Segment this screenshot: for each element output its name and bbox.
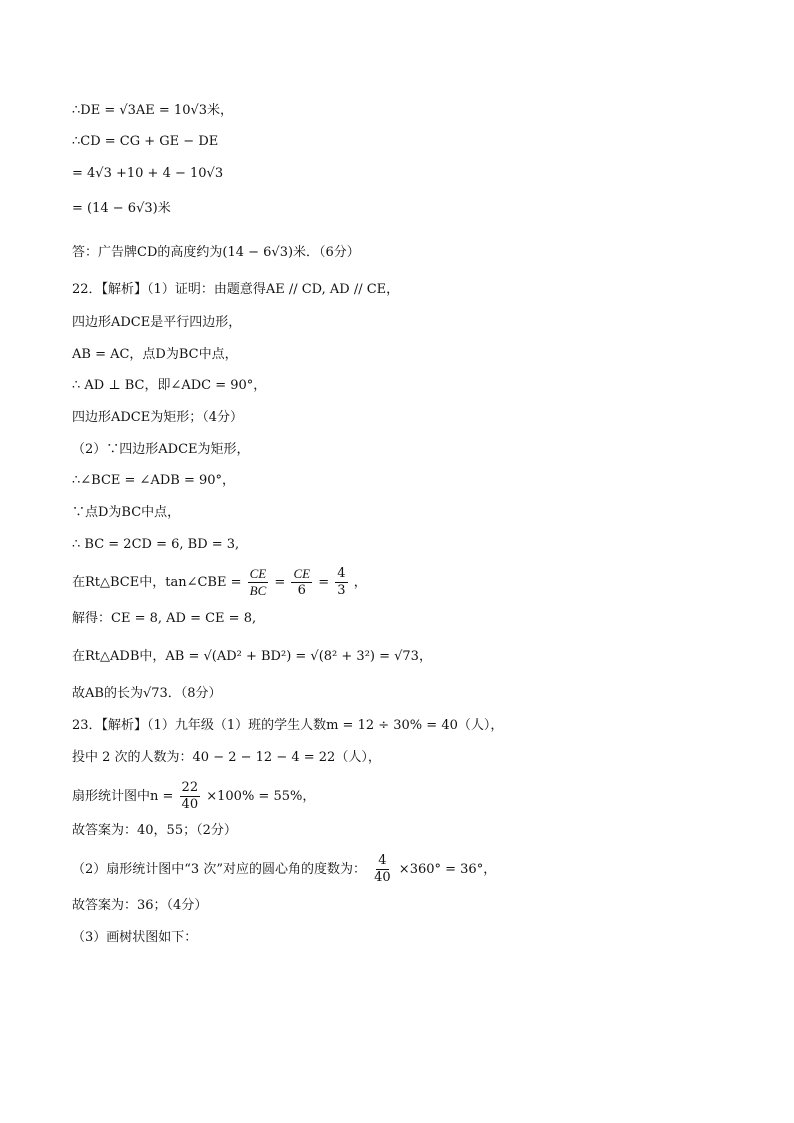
solution-line-perpendicular — [72, 376, 266, 397]
text-cd-value: = 4√3 +10 + 4 − 10√3 — [72, 166, 224, 181]
fraction-4-40-numerator: 4 — [378, 853, 387, 868]
solution-line-count — [72, 748, 381, 769]
solution-line-tree — [72, 928, 197, 949]
solution-line-n-value — [72, 780, 315, 813]
text-perpendicular: ∴ AD ⊥ BC，即∠ADC = 90°， — [72, 378, 267, 393]
text-tan-prefix: 在Rt△BCE中，tan∠CBE = — [72, 574, 242, 590]
fraction-4-3 — [335, 566, 347, 599]
answer-22 — [72, 684, 222, 705]
fraction-22-40-denominator: 40 — [181, 797, 199, 812]
text-tree: （3）画树状图如下： — [72, 930, 198, 945]
fraction-ce-bc-numerator: CE — [249, 566, 267, 581]
solution-line-midpoint — [72, 503, 180, 524]
fraction-4-3-denominator: 3 — [337, 583, 346, 598]
text-ab-ac: AB = AC，点D为BC中点， — [72, 347, 238, 362]
text-part2-start: （2）∵四边形ADCE为矩形， — [72, 442, 250, 457]
answer-21 — [72, 243, 360, 264]
problem-22-header — [72, 280, 399, 301]
solution-line-bc-bd — [72, 535, 239, 556]
text-ab-length: 在Rt△ADB中，AB = √(AD² + BD²) = √(8² + 3²) = √73， — [72, 649, 432, 664]
equals-sign-2: = — [318, 574, 330, 590]
solution-line-rectangle — [72, 408, 243, 429]
fraction-22-40 — [180, 780, 201, 813]
fraction-22-40-numerator: 22 — [181, 780, 199, 795]
text-count: 投中 2 次的人数为：40 − 2 − 12 − 4 = 22（人）， — [72, 750, 381, 765]
text-cd-sum: ∴CD = CG + GE − DE — [72, 134, 219, 149]
equals-sign-1: = — [274, 574, 286, 590]
text-cd-result: = (14 − 6√3)米 — [72, 201, 171, 216]
text-angle-suffix: ×360° = 36°， — [398, 861, 497, 877]
text-rectangle: 四边形ADCE为矩形；（4分） — [72, 410, 244, 425]
tan-line-end: ， — [353, 574, 367, 590]
fraction-4-3-numerator: 4 — [337, 566, 346, 581]
solution-line-parallelogram — [72, 313, 241, 334]
text-ce-ad: 解得：CE = 8, AD = CE = 8, — [72, 611, 257, 626]
text-n-suffix: ×100% = 55%， — [206, 788, 316, 804]
solution-line-ce-ad — [72, 609, 256, 630]
fraction-ce-6-numerator: CE — [293, 566, 311, 581]
text-answer-21: 答：广告牌CD的高度约为(14 − 6√3)米．（6分） — [72, 245, 360, 260]
text-answer-23-part2: 故答案为：36；（4分） — [72, 898, 208, 913]
fraction-ce-6-denominator: 6 — [297, 583, 306, 598]
text-de: ∴DE = √3AE = 10√3米， — [72, 103, 234, 118]
fraction-ce-bc-denominator: BC — [249, 583, 267, 598]
problem-23-header — [72, 716, 503, 737]
text-parallelogram: 四边形ADCE是平行四边形， — [72, 315, 242, 330]
solution-line-cd-sum — [72, 132, 218, 153]
text-n-prefix: 扇形统计图中n = — [72, 788, 174, 804]
solution-line-part2-start — [72, 440, 250, 461]
text-problem-23-header: 23．【解析】（1）九年级（1）班的学生人数m = 12 ÷ 30% = 40（人）， — [72, 718, 504, 733]
text-answer-23-part1: 故答案为：40，55；（2分） — [72, 823, 237, 838]
solution-line-angles — [72, 471, 235, 492]
fraction-4-40-denominator: 40 — [374, 870, 391, 885]
text-problem-22-header: 22．【解析】（1）证明：由题意得AE // CD, AD // CE， — [72, 282, 400, 297]
fraction-ce-6 — [291, 566, 312, 599]
solution-line-angle-3 — [72, 853, 496, 886]
solution-line-cd-result — [72, 199, 171, 220]
solution-line-cd-value — [72, 164, 223, 185]
text-angles: ∴∠BCE = ∠ADB = 90°， — [72, 473, 236, 488]
fraction-ce-bc — [248, 566, 269, 599]
solution-line-de — [72, 101, 233, 122]
solution-line-tan — [72, 566, 367, 599]
answer-23-part2 — [72, 896, 207, 917]
fraction-4-40 — [372, 853, 393, 886]
solution-line-ab-ac — [72, 345, 238, 366]
answer-23-part1 — [72, 821, 237, 842]
text-midpoint: ∵点D为BC中点， — [72, 505, 181, 520]
text-answer-22: 故AB的长为√73．（8分） — [72, 686, 222, 701]
solution-line-ab-length — [72, 647, 432, 668]
text-angle-prefix: （2）扇形统计图中“3 次”对应的圆心角的度数为： — [72, 861, 366, 877]
text-bc-bd: ∴ BC = 2CD = 6, BD = 3, — [72, 537, 240, 552]
